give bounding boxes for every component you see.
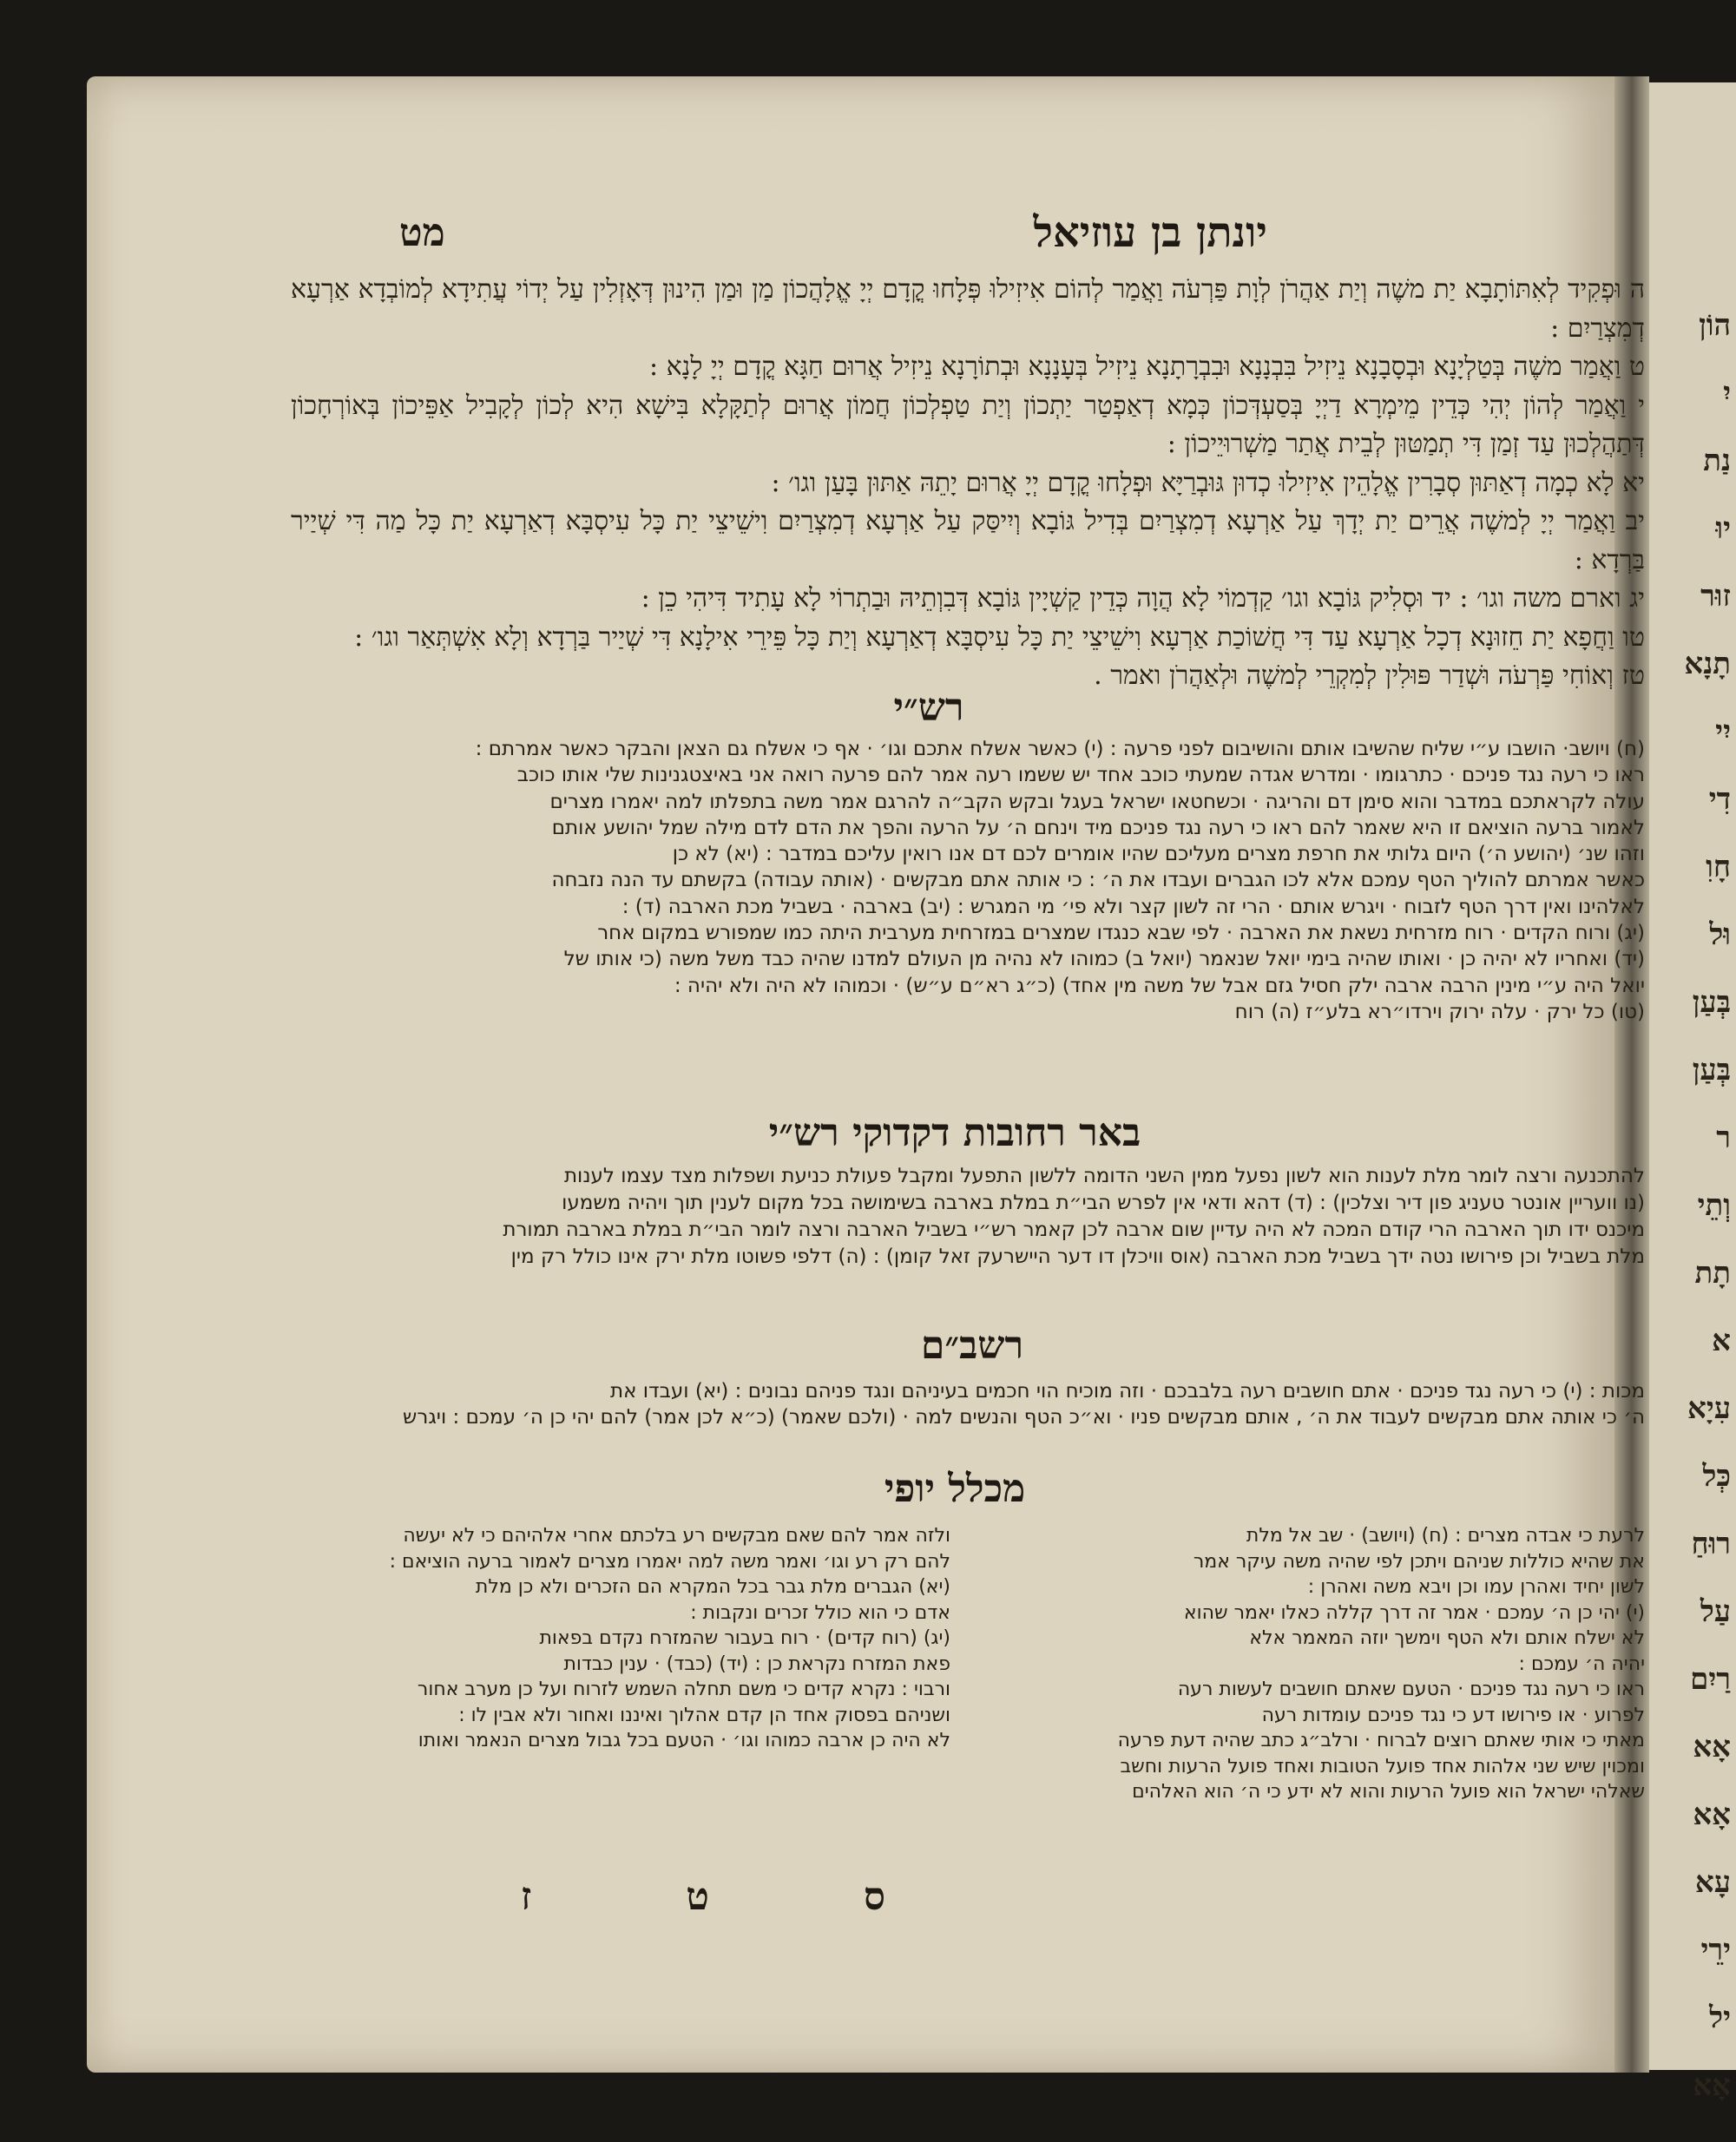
- targum-line: י וַאֲמַר לְהוֹן יְהִי כְּדֵין מֵימְרָא דַיְיָ בְּסַעְדְּכוֹן כְּמָא דְאַפְטַר יַתְכוֹן וְיַת טַפְלְכוֹן חֲמוֹן אֲרוּם לְתַקָּלָא בִּישָׁא הִיא לְכוֹן לְקָבִיל אַפֵּיכוֹן בְּאוֹרְחָכוֹן דְּתַהֲלְכוּן עַד זְמַן דִּי תְמַטּוּן לְבֵית אֲתַר מַשְׁרוּיֵיכוֹן :: [291, 390, 1646, 459]
- facing-page-fragment: רוּחַ: [1691, 1527, 1731, 1561]
- facing-page-fragment: בְּעַן: [1692, 1053, 1731, 1087]
- rashi-line: ראו כי רעה נגד פניכם · כתרגומו · ומדרש אגדה שמעתי כוכב אחד יש ששמו רעה אמר להם פרעה רואה אני באיצטגנינות שלי אותו כוכב: [516, 764, 1645, 787]
- facing-page-fragment: יִ: [1723, 376, 1731, 411]
- beer-line: להתכנעה ורצה לומר מלת לענות הוא לשון נפעל ממין השני הדומה ללשון התפעל ומקבל פעולת כניעת ושפלות מצד עצמו לענות: [563, 1165, 1645, 1187]
- targum-line: טז וְאוֹחִי פַּרְעֹה וּשְׁדַר פּוּלִין לְמִקְרֵי לְמשֶׁה וּלְאַהֲרֹן ואמר .: [1094, 660, 1645, 691]
- michlal-left-column: [291, 1523, 950, 1754]
- facing-page-fragment: עָא: [1694, 1865, 1731, 1900]
- facing-page-fragment: נַת: [1703, 444, 1731, 478]
- folio-number: מט: [399, 210, 445, 255]
- facing-page-fragment: תָנָא: [1684, 647, 1731, 681]
- michlal-right-column: [972, 1523, 1645, 1805]
- signature-mark: ט: [686, 1875, 709, 1919]
- michlal-line: ורבוי : נקרא קדים כי משם תחלה השמש לזרוח ועל כן מערב אחור: [417, 1679, 950, 1700]
- signature-mark: ס: [863, 1875, 885, 1919]
- michlal-line: להם רק רע וגו׳ ואמר משה למה יאמרו מצרים לאמור ברעה הוציאם :: [389, 1550, 950, 1573]
- facing-page-fragment: בְּעַן: [1692, 985, 1731, 1020]
- rashi-commentary: [291, 736, 1645, 1025]
- michlal-line: מאתי כי אותי שאתם רוצים לברוח · ורלב״ג כתב שהיה דעת פרעה: [1117, 1730, 1645, 1751]
- facing-page-fragment: יִי: [1715, 714, 1731, 749]
- rashi-line: (ח) ויושב· הושבו ע״י שליח שהשיבו אותם והושיבום לפני פרעה : (י) כאשר אשלח אתכם וגו׳ · אף כי אשלח גם הצאן והבקר כאשר אמרתם :: [475, 738, 1645, 760]
- michlal-line: לרעת כי אבדה מצרים : (ח) (ויושב) · שב אל מלת: [1246, 1525, 1645, 1547]
- michlal-line: לפרוע · או פירושו דע כי נגד פניכם עומדות רעה: [1261, 1704, 1645, 1726]
- facing-page-fragment: דִי: [1708, 782, 1731, 817]
- targum-line: יג וארם משה וגו׳ : יד וּסְלִיק גּוֹבָא וגו׳ קַדְמוֹי לָא הֲוָה כְּדֵין קַשְׁיָין גּוֹבָא דְּבִוְתֵיהּ וּבַתְרוֹי לָא עָתִיד דִּיהִי כֵן :: [641, 583, 1645, 614]
- facing-page-fragment: וְתֵי: [1697, 1188, 1731, 1223]
- michlal-line: את שהיא כוללות שניהם ויתכן לפי שהיה משה עיקר אמר: [1193, 1550, 1645, 1573]
- rashi-line: וזהו שנ׳ (יהושע ה׳) היום גלותי את חרפת מצרים מעליכם שהיו אומרים לכם דם אנו רואין עליכם במדבר : (יא) לא כן: [672, 843, 1645, 866]
- facing-page-fragment: וּל: [1709, 917, 1731, 952]
- michlal-yofi-heading: מכלל יופי: [884, 1467, 1026, 1511]
- beer-line: מלת בשביל וכן פירושו נטה ידך בשביל מכת הארבה (אוס וויכלן דו דער היישרעק זאל קומן) : (ה) דלפי פשוטו מלת ירק אינו כולל רק מין: [510, 1245, 1645, 1268]
- facing-page-fragment: חָוִ: [1706, 850, 1731, 884]
- targum-line: ט וַאֲמַר משֶׁה בְּטַלְיָנָא וּבְסָבָנָא נֵיזִיל בִּבְנָנָא וּבִבְרָתָנָא נֵיזִיל בְּעָנָנָא וּבְתוֹרָנָא נֵיזִיל אֲרוּם חַגָּא קֳדָם יְיָ לָנָא :: [648, 352, 1645, 382]
- facing-page-fragment: כְּל: [1702, 1459, 1731, 1494]
- rashbam-line: ה׳ כי אותה אתם מבקשים לעבוד את ה׳ , אותם מבקשים פניו · וא״כ הטף והנשים למה · (ולכם שאמר) (כ״א לכן אמר) להם יהי כן ה׳ עמכם : ויגרש: [403, 1406, 1645, 1429]
- page-header: [399, 207, 1267, 259]
- facing-page-fragment: רַיִם: [1690, 1662, 1731, 1697]
- facing-page-fragment: אָא: [1693, 1730, 1731, 1764]
- beer-rechovot-heading: באר רחובות דקדוקי רש״י: [768, 1111, 1141, 1155]
- michlal-line: פאת המזרח נקראת כן : (יד) (כבד) · ענין כבדות: [563, 1652, 950, 1675]
- facing-page-fragment: יל: [1709, 2001, 1731, 2035]
- facing-page-fragment: עַל: [1700, 1594, 1731, 1629]
- michlal-line: (י) יהי כן ה׳ עמכם · אמר זה דרך קללה כאלו יאמר שהוא: [1183, 1601, 1645, 1624]
- rashbam-commentary: [291, 1378, 1645, 1430]
- facing-page-fragment: אָא: [1693, 1797, 1731, 1832]
- facing-page-fragment: תָת: [1694, 1256, 1731, 1291]
- rashi-line: עולה לקראתכם במדבר והוא סימן דם והריגה · וכשחטאו ישראל בעגל ובקש הקב״ה להרגם אמר משה בתפלתו למה יאמרו מצרים: [549, 790, 1645, 813]
- facing-page-fragment: א: [1712, 1324, 1731, 1358]
- beer-line: (נו וועריין אונטר טעניג פון דיר וצלכין) : (ד) דהא ודאי אין לפרש הבי״ת במלת בארבה בשימושה בכל מקום לענין תוך ויהיה משמעו: [562, 1192, 1645, 1214]
- facing-page-edge: [1649, 82, 1736, 2103]
- targum-line: יב וַאֲמַר יְיָ לְמשֶׁה אֲרֵים יַת יְדָךְ עַל אַרְעָא דְמִצְרַיִם בְּדִיל גּוֹבָא וְיִיסַּק עַל אַרְעָא דְמִצְרַיִם וִישֵׁיצֵי יַת כָּל עִיסְבָּא דְאַרְעָא יַת כָּל מַה דִּי שְׁיַיר בַּרְדָא :: [291, 506, 1645, 575]
- rashi-line: יואל היה ע״י מינין הרבה ארבה ילק חסיל גזם אבל של משה מין אחד) (כ״ג רא״ם ע״ש) · וכמוהו לא היה ולא יהיה :: [674, 974, 1645, 997]
- michlal-line: לשון יחיד ואהרן עמו וכן ויבא משה ואהרן :: [1307, 1576, 1645, 1598]
- michlal-line: שאלהי ישראל הוא פועל הרעות והוא לא ידע כי ה׳ הוא האלהים: [1132, 1781, 1645, 1803]
- facing-page-fragment: יוּ: [1715, 511, 1731, 546]
- facing-page-fragment: ירֵי: [1700, 1933, 1731, 1968]
- rashi-line: (טו) כל ירק · עלה ירוק וירדו״רא בלע״ז (ה) רוח: [1234, 1000, 1645, 1023]
- signature-marks: [521, 1875, 885, 1919]
- facing-page-fragment: אָא: [1693, 2068, 1731, 2103]
- facing-page-fragment: עִיָא: [1687, 1391, 1731, 1426]
- targum-line: טו וַחֲפָא יַת חֵזוּנָא דְכָל אַרְעָא עַד דִּי חֲשׁוֹכַת אַרְעָא וִישֵׁיצֵי יַת כָּל עִיסְבָּא דְאַרְעָא וְיַת כָּל פֵּירֵי אִילָנָא דִּי שְׁיַיר בַּרְדָא וְלָא אִשְׁתְּאַר וגו׳ :: [354, 621, 1645, 653]
- rashbam-heading: רשב״ם: [920, 1324, 1024, 1368]
- michlal-line: ולזה אמר להם שאם מבקשים רע בלכתם אחרי אלהיהם כי לא יעשה: [403, 1525, 950, 1547]
- rashi-line: (יד) ואחריו לא יהיה כן · ואותו שהיה בימי יואל שנאמר (יואל ב) כמוהו לא נהיה מן העולם למדנו שהיה כבד משל משה (כי אותו של: [563, 948, 1645, 971]
- michlal-line: לא ישלח אותם ולא הטף וימשך יוזה המאמר אלא: [1249, 1627, 1645, 1649]
- targum-line: ה וּפְקִיד לְאִתּוֹתָבָא יַת משֶׁה וְיַת אַהֲרֹן לְוָת פַּרְעֹה וַאֲמַר לְהוֹם אִיזִילוּ פְּלָחוּ קֳדָם יְיָ אֱלָהֲכוֹן מַן וּמַן הִינוּן דְּאָזְלִין עַל יְדוֹי עֲתִידָא לְמוֹבְדָא אַרְעָא דְמִצְרַיִם :: [291, 274, 1645, 344]
- michlal-line: יהיה ה׳ עמכם :: [1518, 1652, 1645, 1675]
- beer-rechovot-commentary: [291, 1163, 1645, 1271]
- michlal-line: (יא) הגברים מלת גבר בכל המקרא הם הזכרים ולא כן מלת: [475, 1576, 950, 1598]
- running-title: יונתן בן עוזיאל: [1033, 208, 1267, 257]
- michlal-line: ומכוין שיש שני אלהות אחד פועל הטובות ואחד פועל הרעות וחשב: [1120, 1755, 1645, 1777]
- facing-page-fragment: הוֹן: [1699, 308, 1731, 343]
- michlal-line: ראו כי רעה נגד פניכם · הטעם שאתם חושבים לעשות רעה: [1177, 1679, 1645, 1700]
- rashi-line: לאמור ברעה הוציאם זו היא שאמר להם ראו כי רעה נגד פניכם מיד וינחם ה׳ על הרעה והפך את הדם לדם מילה שמל יהושע אותם: [551, 816, 1645, 839]
- beer-line: מיכנס ידו תוך הארבה הרי קודם המכה לא היה עדיין שום ארבה לכן קאמר רש״י בשביל הארבה ורצה לומר הבי״ת במלת בארבה תמורת: [503, 1219, 1645, 1241]
- michlal-line: לא היה כן ארבה כמוהו וגו׳ · הטעם בכל גבול מצרים הנאמר ואותו: [418, 1730, 950, 1751]
- targum-text: [291, 271, 1645, 696]
- rashi-heading: רש״י: [893, 686, 964, 730]
- rashi-line: לאלהינו ואין דרך הטף לזבוח · ויגרש אותם · הרי זה לשון קצר ולא פי׳ מי המגרש : (יב) בארבה · בשביל מכת הארבה (ד) :: [621, 895, 1645, 918]
- michlal-line: (יג) (רוח קדים) · רוח בעבור שהמזרח נקדם בפאות: [539, 1627, 950, 1649]
- rashi-line: (יג) ורוח הקדים · רוח מזרחית נשאת את הארבה · לפי שבא כנגדו שמצרים במזרחית מערבית היתה כמו שמפורש במקום אחר: [597, 922, 1645, 945]
- rashbam-line: מכות : (י) כי רעה נגד פניכם · אתם חושבים רעה בלבבכם · וזה מוכיח הוי חכמים בעיניהם ונגד פניהם נבונים : (יא) ועבדו את: [609, 1380, 1645, 1403]
- signature-mark: ז: [521, 1875, 532, 1919]
- rashi-line: כאשר אמרתם להוליך הטף עמכם אלא לכו הגברים ועבדו את ה׳ : כי אותה אתם מבקשים · (אותה עבודה) בקשתם עד הנה נזבחה: [551, 869, 1645, 892]
- michlal-line: ושניהם בפסוק אחד הן קדם אהלוך ואיננו ואחור ולא אבין לו :: [458, 1704, 950, 1726]
- targum-line: יא לָא כְמָה דְאַתּוּן סְבָרִין אֱלָהֵין אִיזִילוּ כְדוּן גּוּבְרַיָּא וּפְלָחוּ קֳדָם יְיָ אֲרוּם יָתֵהּ אַתּוּן בָּעַן וגו׳ :: [771, 467, 1645, 498]
- michlal-line: אדם כי הוא כולל זכרים ונקבות :: [690, 1601, 950, 1624]
- facing-page-fragment: ר: [1716, 1120, 1731, 1155]
- facing-page-fragment: זוּר: [1700, 579, 1731, 614]
